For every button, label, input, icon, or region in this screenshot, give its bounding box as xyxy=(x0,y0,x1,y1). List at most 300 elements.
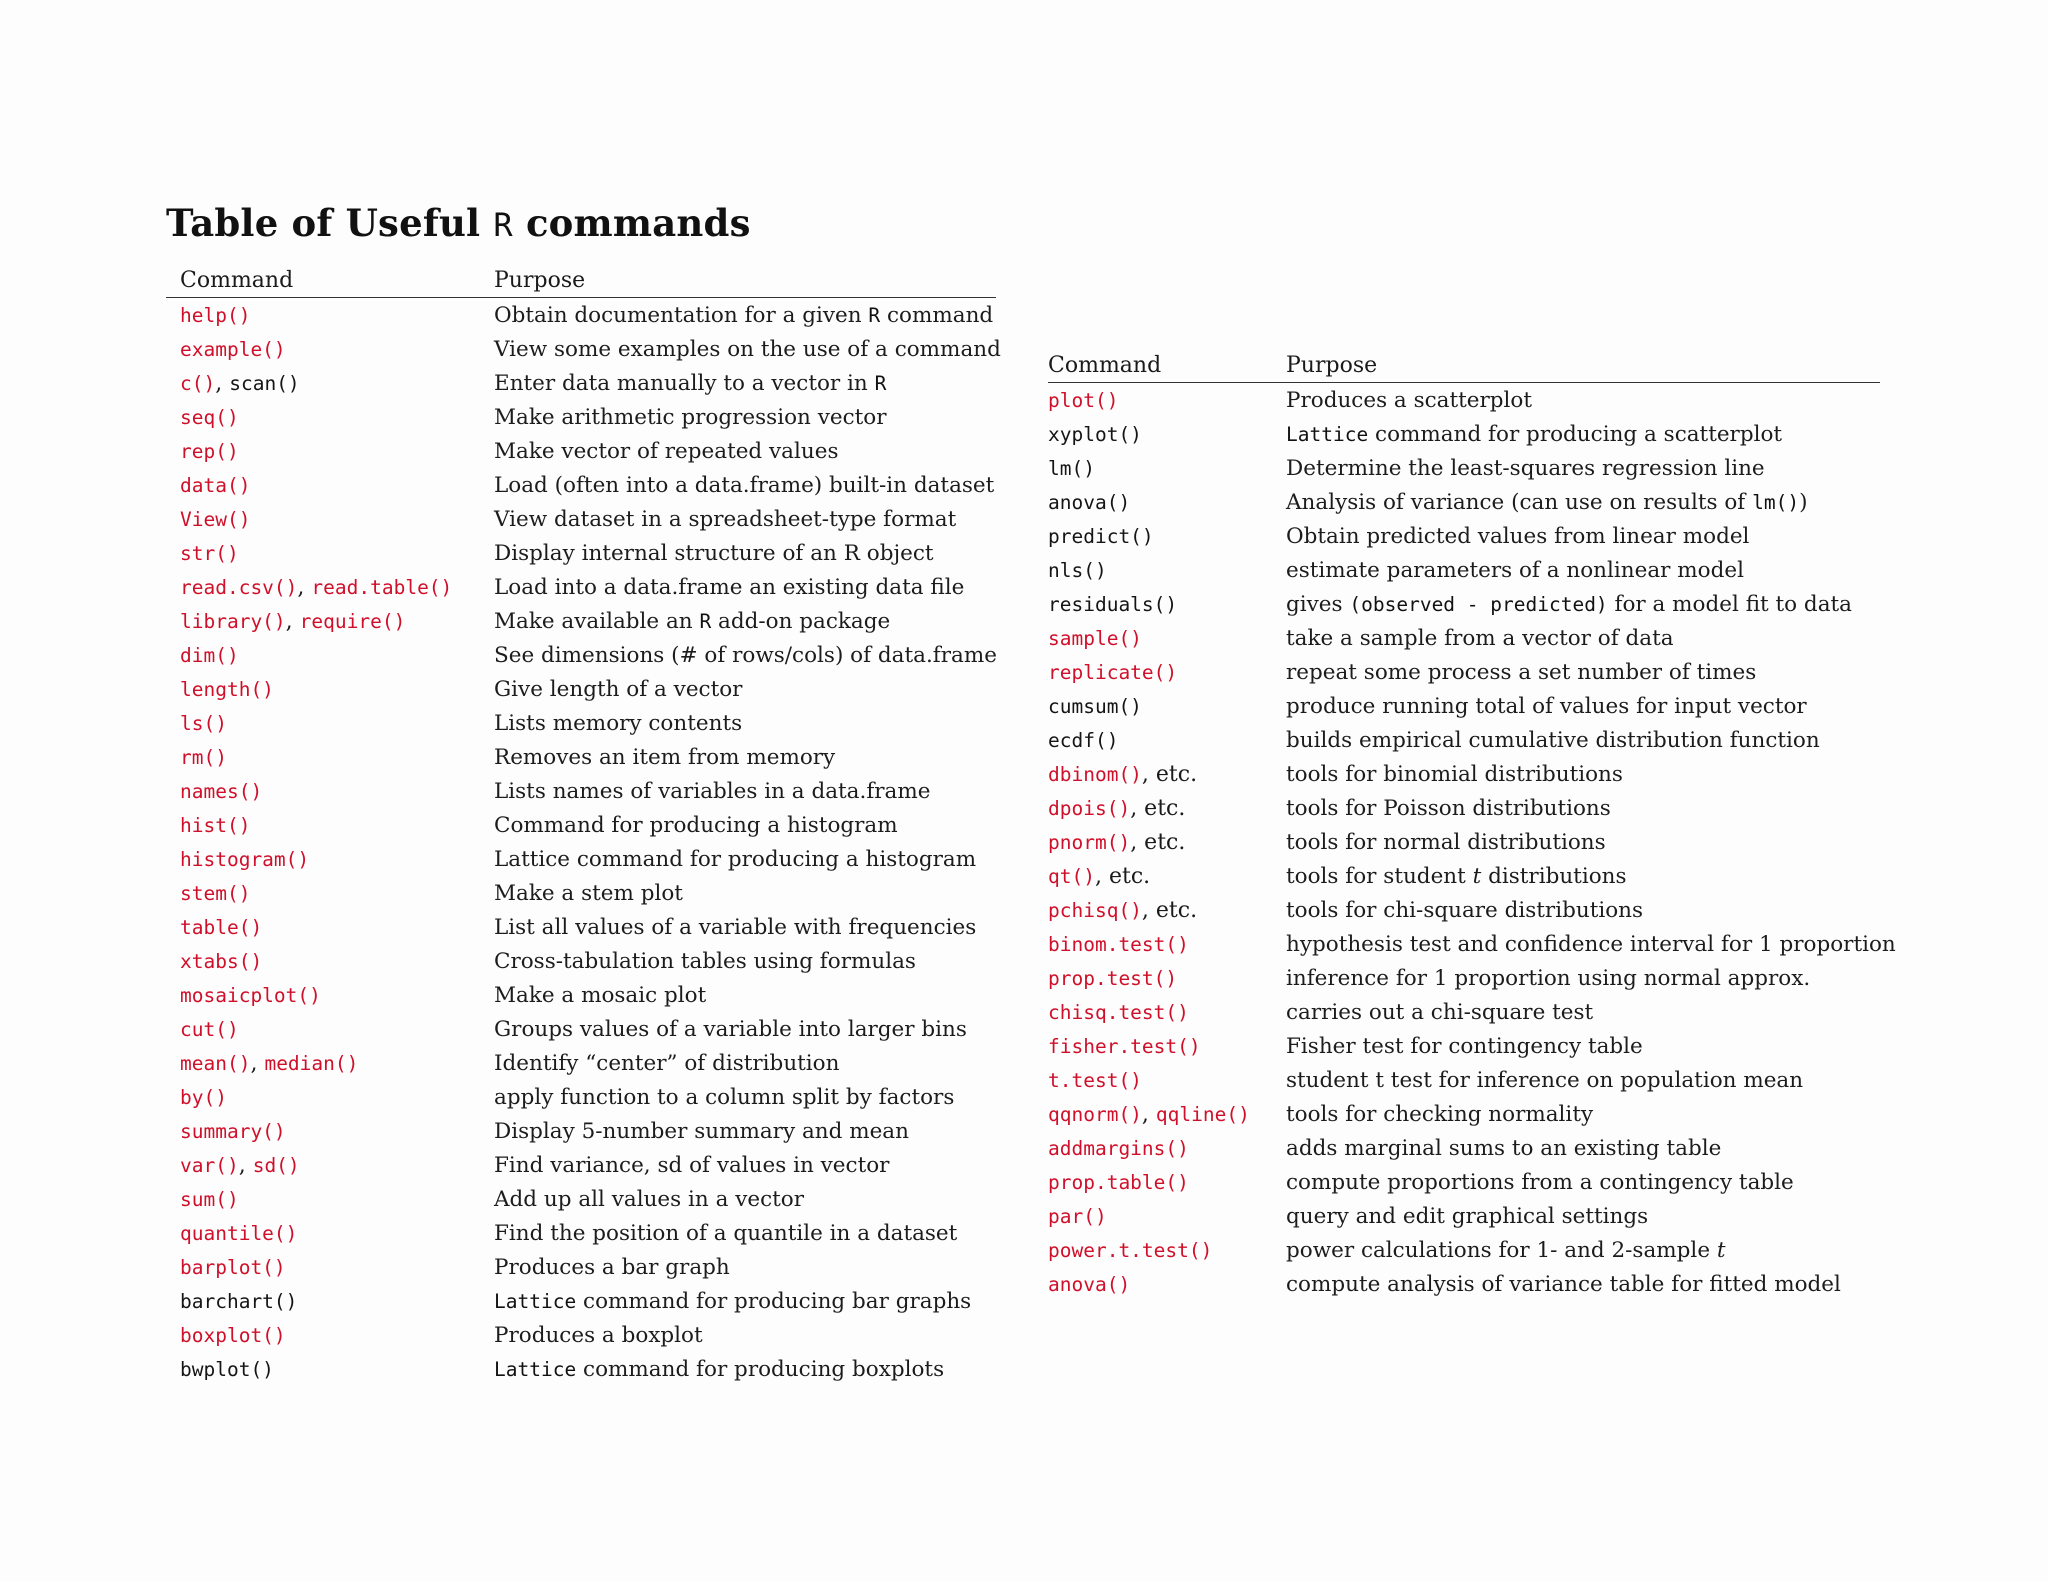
command-cell xyxy=(1048,423,1142,447)
purpose-text: See dimensions (# of rows/cols) of data.frame xyxy=(494,643,997,668)
table-row xyxy=(166,1046,996,1080)
purpose-cell xyxy=(494,984,706,1008)
command-cell xyxy=(180,1256,286,1280)
table-row xyxy=(166,1216,996,1250)
command-name: length() xyxy=(180,678,274,701)
separator-text: , xyxy=(1141,1102,1156,1127)
table-row xyxy=(166,808,996,842)
command-cell xyxy=(180,882,250,906)
purpose-text: tools for Poisson distributions xyxy=(1286,796,1611,821)
command-cell xyxy=(180,848,309,872)
purpose-column-header: Purpose xyxy=(1286,353,1378,378)
table-row xyxy=(166,672,996,706)
command-name: quantile() xyxy=(180,1222,298,1245)
purpose-text: Command for producing a histogram xyxy=(494,813,898,838)
separator-text: , etc. xyxy=(1130,830,1186,855)
command-name: anova() xyxy=(1048,491,1131,514)
command-name: power.t.test() xyxy=(1048,1239,1213,1262)
purpose-text: Make vector of repeated values xyxy=(494,439,839,464)
purpose-cell xyxy=(494,1222,957,1246)
purpose-text: Load (often into a data.frame) built-in dataset xyxy=(494,473,995,498)
purpose-italic: t xyxy=(1716,1238,1726,1263)
purpose-cell xyxy=(494,474,994,498)
purpose-text: hypothesis test and confidence interval for 1 proportion xyxy=(1286,932,1896,957)
purpose-text: tools for chi-square distributions xyxy=(1286,898,1644,923)
purpose-cell xyxy=(494,542,934,566)
command-column-header: Command xyxy=(180,268,294,293)
purpose-cell xyxy=(1286,797,1611,821)
purpose-text: Make available an xyxy=(494,609,700,634)
table-row xyxy=(166,1114,996,1148)
title-text-2: commands xyxy=(512,200,751,245)
purpose-text: produce running total of values for input vector xyxy=(1286,694,1807,719)
command-name: par() xyxy=(1048,1205,1107,1228)
command-cell xyxy=(180,372,300,396)
purpose-cell xyxy=(1286,457,1765,481)
purpose-cell xyxy=(494,1154,889,1178)
purpose-cell xyxy=(494,1290,971,1314)
command-name: predict() xyxy=(1048,525,1154,548)
command-name: sd() xyxy=(252,1154,300,1177)
purpose-text: gives xyxy=(1286,592,1350,617)
command-name: c() xyxy=(180,372,216,395)
command-name: by() xyxy=(180,1086,227,1109)
command-name: cumsum() xyxy=(1048,695,1142,718)
purpose-text: distributions xyxy=(1481,864,1627,889)
command-cell xyxy=(1048,627,1142,651)
purpose-text: tools for binomial distributions xyxy=(1286,762,1623,787)
table-row xyxy=(166,910,996,944)
purpose-cell xyxy=(1286,831,1606,855)
command-cell xyxy=(1048,763,1197,787)
command-name: histogram() xyxy=(180,848,310,871)
purpose-cell xyxy=(1286,525,1749,549)
purpose-text: Lists memory contents xyxy=(494,711,743,736)
command-cell xyxy=(1048,1137,1189,1161)
purpose-cell xyxy=(1286,865,1627,889)
command-name: barchart() xyxy=(180,1290,298,1313)
command-name: scan() xyxy=(229,372,300,395)
purpose-text: builds empirical cumulative distribution function xyxy=(1286,728,1820,753)
command-cell xyxy=(180,644,239,668)
purpose-cell xyxy=(494,440,838,464)
purpose-cell xyxy=(1286,661,1756,685)
purpose-code: R xyxy=(874,372,887,395)
purpose-text: Display 5-number summary and mean xyxy=(494,1119,909,1144)
table-body xyxy=(1048,383,1896,1301)
purpose-column-header: Purpose xyxy=(494,268,586,293)
command-name: prop.table() xyxy=(1048,1171,1189,1194)
command-cell xyxy=(180,780,262,804)
purpose-text: Obtain predicted values from linear model xyxy=(1286,524,1750,549)
command-cell xyxy=(180,984,321,1008)
command-cell xyxy=(180,712,227,736)
table-row xyxy=(1048,621,1880,655)
purpose-cell xyxy=(1286,559,1744,583)
command-name: qqline() xyxy=(1155,1103,1250,1126)
table-row xyxy=(1048,1199,1880,1233)
purpose-cell xyxy=(494,1324,703,1348)
purpose-text: tools for normal distributions xyxy=(1286,830,1606,855)
table-row xyxy=(1048,1097,1880,1131)
purpose-cell xyxy=(1286,763,1623,787)
purpose-text: compute proportions from a contingency table xyxy=(1286,1170,1794,1195)
purpose-cell xyxy=(1286,1035,1643,1059)
command-cell xyxy=(1048,933,1189,957)
command-name: library() xyxy=(180,610,286,633)
table-row xyxy=(166,876,996,910)
command-name: help() xyxy=(180,304,251,327)
command-name: dim() xyxy=(180,644,239,667)
command-cell xyxy=(1048,695,1142,719)
command-cell xyxy=(1048,797,1185,821)
command-name: stem() xyxy=(180,882,251,905)
purpose-text: Find variance, sd of values in vector xyxy=(494,1153,890,1178)
table-row xyxy=(166,1318,996,1352)
command-cell xyxy=(1048,491,1130,515)
purpose-text: adds marginal sums to an existing table xyxy=(1286,1136,1722,1161)
purpose-cell xyxy=(494,1052,839,1076)
table-row xyxy=(166,774,996,808)
command-cell xyxy=(180,304,250,328)
command-cell xyxy=(180,1052,358,1076)
table-row xyxy=(166,298,996,332)
separator-text: , xyxy=(297,575,312,600)
command-name: qt() xyxy=(1048,865,1095,888)
command-cell xyxy=(1048,593,1177,617)
purpose-cell xyxy=(1286,1239,1726,1263)
purpose-cell xyxy=(494,916,976,940)
command-name: anova() xyxy=(1048,1273,1131,1296)
purpose-cell xyxy=(1286,933,1896,957)
purpose-cell xyxy=(494,848,976,872)
table-row xyxy=(166,706,996,740)
purpose-text: estimate parameters of a nonlinear model xyxy=(1286,558,1744,583)
command-name: prop.test() xyxy=(1048,967,1178,990)
command-cell xyxy=(1048,1205,1107,1229)
command-name: View() xyxy=(180,508,251,531)
table-body xyxy=(166,298,1001,1386)
purpose-code: R xyxy=(699,610,712,633)
table-row xyxy=(1048,383,1880,417)
command-cell xyxy=(180,1018,239,1042)
command-name: rm() xyxy=(180,746,227,769)
command-name: read.table() xyxy=(311,576,453,599)
purpose-cell xyxy=(494,1256,730,1280)
table-row xyxy=(1048,451,1880,485)
command-cell xyxy=(180,508,250,532)
separator-text: , etc. xyxy=(1141,762,1198,787)
purpose-text: Produces a bar graph xyxy=(494,1255,730,1280)
command-name: qqnorm() xyxy=(1048,1103,1142,1126)
table-row xyxy=(1048,485,1880,519)
purpose-cell xyxy=(1286,1069,1803,1093)
purpose-text: inference for 1 proportion using normal approx. xyxy=(1286,966,1811,991)
table-row xyxy=(166,1250,996,1284)
table-row xyxy=(166,400,996,434)
purpose-cell xyxy=(1286,593,1852,617)
purpose-cell xyxy=(1286,967,1810,991)
purpose-text: command xyxy=(880,303,994,328)
purpose-cell xyxy=(494,338,1001,362)
command-name: summary() xyxy=(180,1120,286,1143)
command-cell xyxy=(1048,661,1177,685)
command-cell xyxy=(1048,831,1185,855)
command-name: seq() xyxy=(180,406,239,429)
table-row xyxy=(1048,791,1880,825)
command-name: t.test() xyxy=(1048,1069,1142,1092)
command-cell xyxy=(1048,729,1118,753)
purpose-text: Determine the least-squares regression line xyxy=(1286,456,1765,481)
title-text-1: Table of Useful xyxy=(166,200,494,245)
purpose-text: repeat some process a set number of times xyxy=(1286,660,1757,685)
command-cell xyxy=(1048,559,1107,583)
table-row xyxy=(166,978,996,1012)
command-name: data() xyxy=(180,474,251,497)
command-cell xyxy=(180,950,262,974)
table-row xyxy=(1048,417,1880,451)
purpose-cell xyxy=(494,610,890,634)
command-cell xyxy=(1048,1239,1212,1263)
purpose-code: Lattice xyxy=(494,1358,577,1381)
purpose-cell xyxy=(1286,729,1820,753)
command-cell xyxy=(180,746,227,770)
command-cell xyxy=(180,678,274,702)
purpose-code: (observed - predicted) xyxy=(1349,593,1608,616)
purpose-text: student t test for inference on population mean xyxy=(1286,1068,1804,1093)
table-row xyxy=(1048,927,1896,961)
command-name: addmargins() xyxy=(1048,1137,1189,1160)
table-row xyxy=(166,842,996,876)
command-cell xyxy=(180,814,250,838)
purpose-text: Cross-tabulation tables using formulas xyxy=(494,949,916,974)
command-name: binom.test() xyxy=(1048,933,1189,956)
separator-text: , etc. xyxy=(1094,864,1151,889)
purpose-cell xyxy=(494,712,742,736)
purpose-cell xyxy=(494,780,931,804)
purpose-cell xyxy=(494,406,886,430)
purpose-cell xyxy=(494,1120,909,1144)
command-name: ecdf() xyxy=(1048,729,1119,752)
command-cell xyxy=(180,1290,297,1314)
command-name: mean() xyxy=(180,1052,251,1075)
purpose-cell xyxy=(494,746,835,770)
purpose-text: Groups values of a variable into larger bins xyxy=(494,1017,967,1042)
purpose-cell xyxy=(1286,1273,1841,1297)
separator-text: , etc. xyxy=(1141,898,1198,923)
purpose-cell xyxy=(494,576,964,600)
command-cell xyxy=(180,1222,297,1246)
purpose-code: Lattice xyxy=(494,1290,577,1313)
page-title xyxy=(166,201,751,245)
purpose-text: tools for student xyxy=(1286,864,1473,889)
purpose-cell xyxy=(494,950,916,974)
command-column-header: Command xyxy=(1048,353,1162,378)
purpose-text: power calculations for 1- and 2-sample xyxy=(1286,1238,1717,1263)
purpose-cell xyxy=(494,678,742,702)
command-cell xyxy=(180,610,405,634)
purpose-cell xyxy=(494,304,993,328)
separator-text: , xyxy=(250,1051,265,1076)
purpose-text: command for producing bar graphs xyxy=(576,1289,972,1314)
purpose-text: View some examples on the use of a command xyxy=(494,337,1001,362)
command-cell xyxy=(180,474,250,498)
table-row xyxy=(166,468,996,502)
purpose-cell xyxy=(1286,899,1643,923)
purpose-italic: t xyxy=(1472,864,1482,889)
purpose-code: lm() xyxy=(1752,491,1800,514)
command-cell xyxy=(180,1358,274,1382)
purpose-text: Removes an item from memory xyxy=(494,745,836,770)
purpose-text: Produces a boxplot xyxy=(494,1323,703,1348)
purpose-text: Fisher test for contingency table xyxy=(1286,1034,1643,1059)
purpose-text: Give length of a vector xyxy=(494,677,743,702)
command-cell xyxy=(180,1120,286,1144)
purpose-text: Make a mosaic plot xyxy=(494,983,707,1008)
command-cell xyxy=(1048,967,1177,991)
purpose-code: Lattice xyxy=(1286,423,1369,446)
table-row xyxy=(1048,519,1880,553)
table-row xyxy=(166,740,996,774)
command-name: hist() xyxy=(180,814,251,837)
purpose-text: Find the position of a quantile in a dataset xyxy=(494,1221,958,1246)
table-row xyxy=(1048,723,1880,757)
command-cell xyxy=(180,338,286,362)
command-cell xyxy=(1048,1001,1189,1025)
command-name: dbinom() xyxy=(1048,763,1142,786)
table-row xyxy=(1048,1233,1880,1267)
purpose-code: R xyxy=(868,304,881,327)
command-cell xyxy=(180,542,239,566)
purpose-cell xyxy=(494,1086,954,1110)
command-name: table() xyxy=(180,916,263,939)
command-name: cut() xyxy=(180,1018,239,1041)
separator-text: , xyxy=(238,1153,253,1178)
command-cell xyxy=(1048,1171,1189,1195)
table-row xyxy=(166,1080,996,1114)
command-name: ls() xyxy=(180,712,227,735)
command-cell xyxy=(1048,389,1118,413)
table-header xyxy=(1048,348,1880,383)
purpose-cell xyxy=(494,372,886,396)
command-name: lm() xyxy=(1048,457,1095,480)
table-row xyxy=(166,536,996,570)
purpose-text: Load into a data.frame an existing data file xyxy=(494,575,965,600)
table-row xyxy=(166,944,996,978)
command-name: rep() xyxy=(180,440,239,463)
purpose-text: Produces a scatterplot xyxy=(1286,388,1532,413)
purpose-text: command for producing a scatterplot xyxy=(1368,422,1783,447)
command-cell xyxy=(1048,457,1095,481)
purpose-text: query and edit graphical settings xyxy=(1286,1204,1649,1229)
purpose-text: View dataset in a spreadsheet-type format xyxy=(494,507,957,532)
command-name: sample() xyxy=(1048,627,1142,650)
table-row xyxy=(166,366,996,400)
table-row xyxy=(1048,1267,1880,1301)
command-cell xyxy=(1048,865,1150,889)
purpose-text: ) xyxy=(1799,490,1808,515)
purpose-text: apply function to a column split by factors xyxy=(494,1085,955,1110)
command-cell xyxy=(180,1086,227,1110)
purpose-cell xyxy=(1286,423,1782,447)
command-cell xyxy=(180,1154,300,1178)
command-cell xyxy=(1048,525,1154,549)
command-name: barplot() xyxy=(180,1256,286,1279)
title-r-mono: R xyxy=(493,205,513,244)
command-cell xyxy=(180,440,239,464)
table-row xyxy=(166,502,996,536)
table-row xyxy=(166,1352,996,1386)
table-row xyxy=(1048,859,1880,893)
purpose-text: command for producing boxplots xyxy=(576,1357,945,1382)
table-row xyxy=(166,1284,996,1318)
purpose-cell xyxy=(494,1188,804,1212)
purpose-text: Lists names of variables in a data.frame xyxy=(494,779,931,804)
left-command-table xyxy=(166,263,1001,1386)
command-cell xyxy=(1048,1035,1201,1059)
command-cell xyxy=(1048,1273,1130,1297)
table-row xyxy=(1048,655,1880,689)
purpose-cell xyxy=(494,882,683,906)
command-name: example() xyxy=(180,338,286,361)
command-name: residuals() xyxy=(1048,593,1178,616)
purpose-cell xyxy=(494,508,956,532)
command-cell xyxy=(180,406,239,430)
purpose-cell xyxy=(494,1358,944,1382)
table-row xyxy=(166,434,996,468)
purpose-text: take a sample from a vector of data xyxy=(1286,626,1674,651)
purpose-text: tools for checking normality xyxy=(1286,1102,1594,1127)
purpose-text: add-on package xyxy=(711,609,891,634)
command-cell xyxy=(1048,1069,1142,1093)
purpose-cell xyxy=(1286,1103,1593,1127)
purpose-text: Display internal structure of an R object xyxy=(494,541,934,566)
table-row xyxy=(166,1148,996,1182)
command-cell xyxy=(180,916,262,940)
command-name: replicate() xyxy=(1048,661,1178,684)
command-name: names() xyxy=(180,780,263,803)
table-row xyxy=(166,570,996,604)
table-row xyxy=(166,1182,996,1216)
command-cell xyxy=(180,1188,239,1212)
table-row xyxy=(1048,961,1880,995)
command-cell xyxy=(180,1324,286,1348)
separator-text: , xyxy=(285,609,300,634)
command-name: str() xyxy=(180,542,239,565)
command-name: fisher.test() xyxy=(1048,1035,1201,1058)
command-name: boxplot() xyxy=(180,1324,286,1347)
purpose-text: Make arithmetic progression vector xyxy=(494,405,887,430)
command-cell xyxy=(180,576,452,600)
separator-text: , etc. xyxy=(1130,796,1186,821)
purpose-text: Lattice command for producing a histogram xyxy=(494,847,977,872)
command-name: median() xyxy=(264,1052,359,1075)
purpose-cell xyxy=(494,644,997,668)
purpose-text: for a model fit to data xyxy=(1607,592,1852,617)
table-row xyxy=(1048,893,1880,927)
table-row xyxy=(1048,1131,1880,1165)
purpose-text: List all values of a variable with frequencies xyxy=(494,915,977,940)
command-name: pnorm() xyxy=(1048,831,1131,854)
table-row xyxy=(166,604,996,638)
purpose-text: Make a stem plot xyxy=(494,881,683,906)
command-name: var() xyxy=(180,1154,239,1177)
separator-text: , xyxy=(215,371,230,396)
command-name: pchisq() xyxy=(1048,899,1142,922)
command-name: bwplot() xyxy=(180,1358,274,1381)
purpose-cell xyxy=(494,1018,967,1042)
purpose-cell xyxy=(1286,389,1532,413)
